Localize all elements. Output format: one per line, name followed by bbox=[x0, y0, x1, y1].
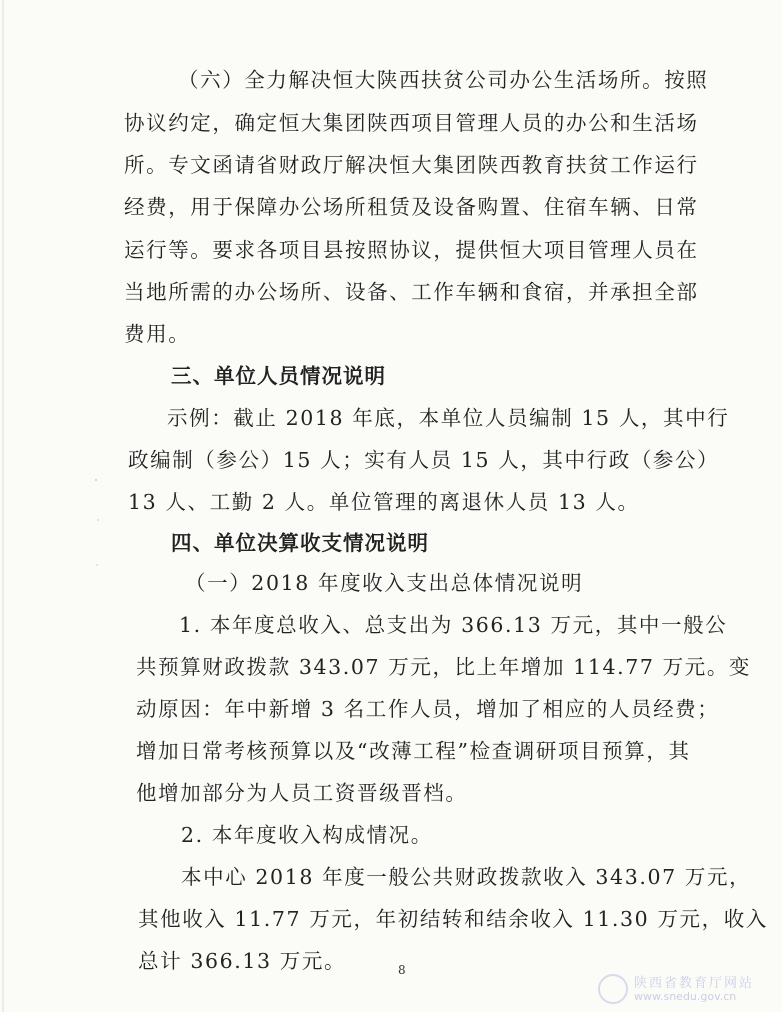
income-paragraph-line-2: 其他收入 11.77 万元，年初结转和结余收入 11.30 万元，收入 bbox=[138, 907, 768, 931]
paragraph-six-line-2: 协议约定，确定恒大集团陕西项目管理人员的办公和生活场 bbox=[124, 111, 699, 135]
watermark-title: 陕西省教育厅网站 bbox=[634, 976, 755, 991]
item-one-line-2: 共预算财政拨款 343.07 万元，比上年增加 114.77 万元。变 bbox=[136, 655, 752, 679]
paragraph-six-line-3: 所。专文函请省财政厅解决恒大集团陕西教育扶贫工作运行 bbox=[124, 153, 699, 177]
income-paragraph-line-3: 总计 366.13 万元。 bbox=[138, 949, 347, 973]
paragraph-six-line-6: 当地所需的办公场所、设备、工作车辆和食宿，并承担全部 bbox=[124, 280, 699, 304]
staff-paragraph-line-3: 13 人、工勤 2 人。单位管理的离退休人员 13 人。 bbox=[128, 490, 640, 514]
paragraph-six-line-1: （六）全力解决恒大陕西扶贫公司办公生活场所。按照 bbox=[178, 68, 709, 92]
paragraph-six-line-5: 运行等。要求各项目县按照协议，提供恒大项目管理人员在 bbox=[124, 238, 699, 262]
section-three-heading: 三、单位人员情况说明 bbox=[171, 364, 386, 388]
item-one-line-5: 他增加部分为人员工资晋级晋档。 bbox=[136, 781, 468, 805]
site-watermark bbox=[598, 970, 780, 1010]
watermark-logo-icon bbox=[598, 974, 628, 1004]
section-four-heading: 四、单位决算收支情况说明 bbox=[171, 531, 429, 555]
item-one-line-3: 动原因：年中新增 3 名工作人员，增加了相应的人员经费； bbox=[136, 697, 720, 721]
staff-paragraph-line-2: 政编制（参公）15 人；实有人员 15 人，其中行政（参公） bbox=[128, 448, 720, 472]
item-two-heading: 2. 本年度收入构成情况。 bbox=[181, 823, 433, 847]
item-one-line-1: 1. 本年度总收入、总支出为 366.13 万元，其中一般公 bbox=[179, 613, 728, 637]
item-one-line-4: 增加日常考核预算以及“改薄工程”检查调研项目预算，其 bbox=[136, 739, 691, 763]
staff-paragraph-line-1: 示例：截止 2018 年底，本单位人员编制 15 人，其中行 bbox=[167, 406, 730, 430]
watermark-url: www.snedu.gov.cn bbox=[634, 990, 737, 1003]
income-paragraph-line-1: 本中心 2018 年度一般公共财政拨款收入 343.07 万元， bbox=[181, 865, 752, 889]
paragraph-six-line-4: 经费，用于保障办公场所租赁及设备购置、住宿车辆、日常 bbox=[124, 195, 699, 219]
paragraph-six-line-7: 费用。 bbox=[124, 322, 191, 346]
page-number: 8 bbox=[398, 963, 406, 977]
subsection-one-heading: （一）2018 年度收入支出总体情况说明 bbox=[185, 571, 584, 595]
